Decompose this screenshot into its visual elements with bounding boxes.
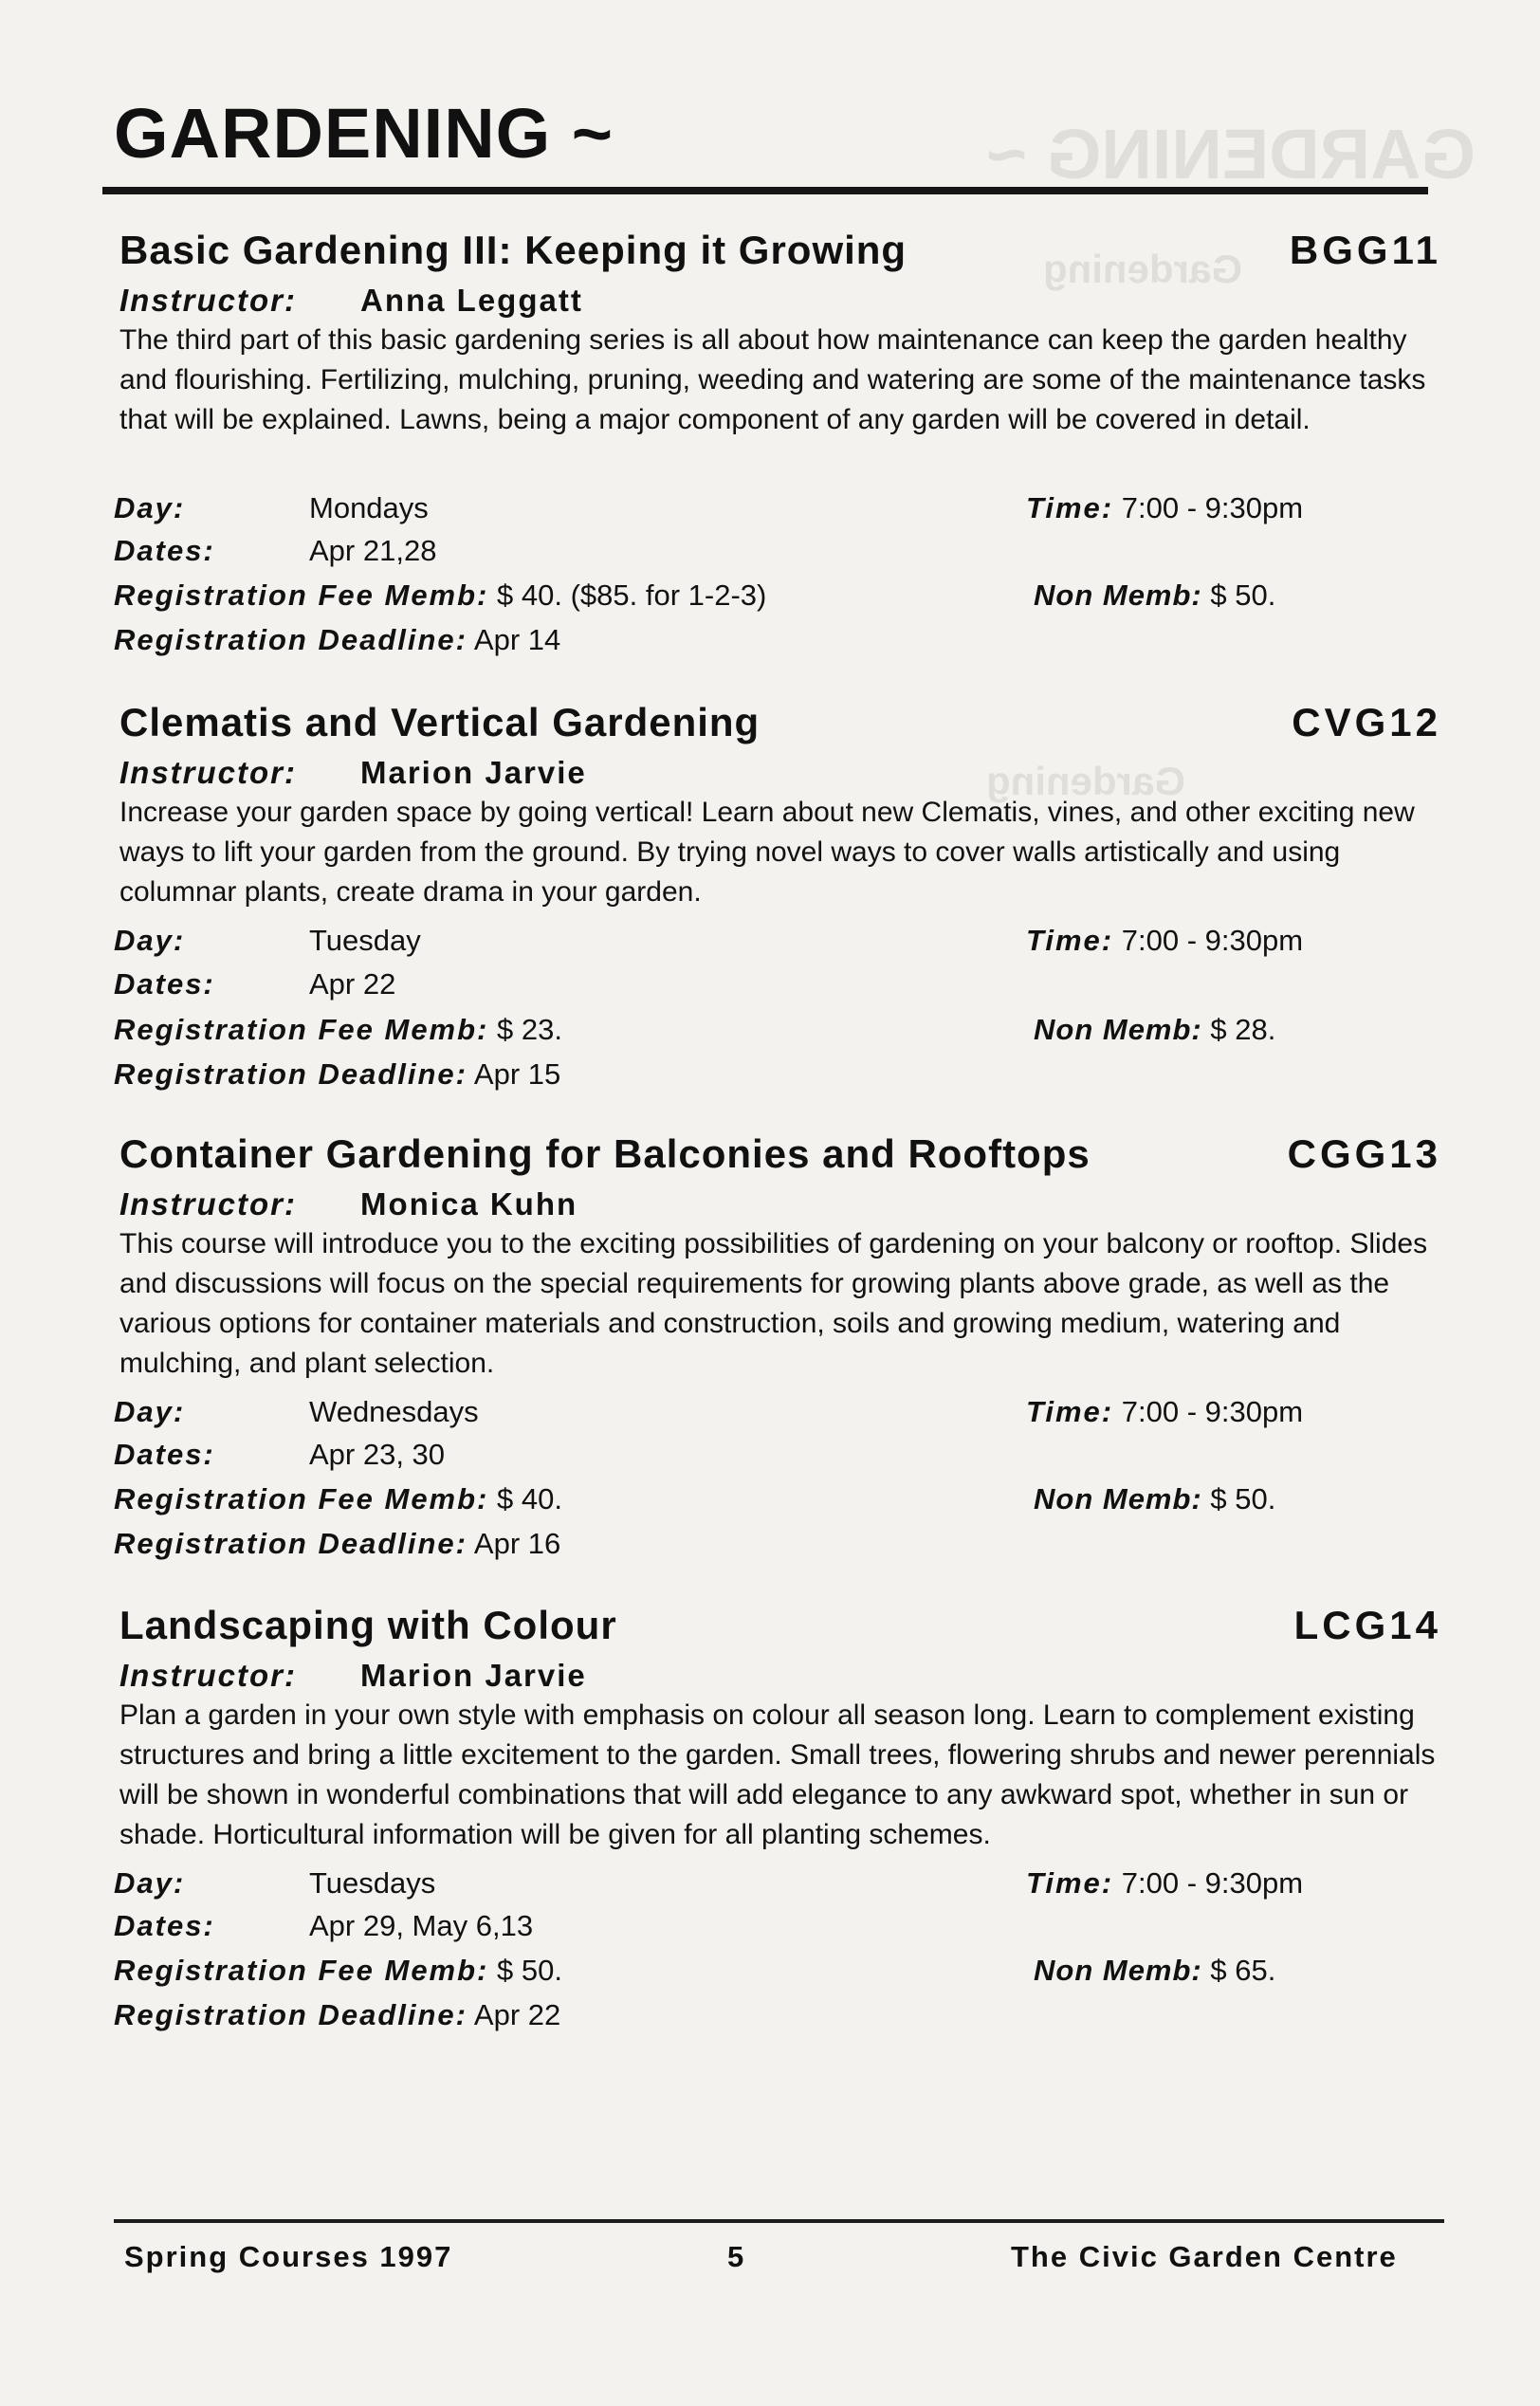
time-value: 7:00 - 9:30pm (1121, 924, 1304, 957)
course-code: CGG13 (1287, 1131, 1441, 1176)
fee-memb-value: $ 40. ($85. for 1-2-3) (497, 579, 767, 612)
course-description: Plan a garden in your own style with emphasis on colour all season long. Learn to complement existing structures and bring a little excitement to the garden. Small trees, flowering shrubs and newer perennials will be shown in wonderful combinations that will add elegance to any awkward spot, whether in sun or shade. Horticultural information will be given for all planting schemes. (119, 1699, 1436, 1850)
time-value: 7:00 - 9:30pm (1121, 491, 1304, 524)
dates-value: Apr 23, 30 (309, 1438, 446, 1471)
page-title: GARDENING ~ (114, 94, 614, 173)
instructor-label: Instructor: (119, 1186, 297, 1221)
day-value: Mondays (309, 491, 429, 524)
day-value: Tuesday (309, 924, 421, 957)
instructor-line (119, 755, 587, 791)
instructor-line (119, 283, 583, 319)
course-code: BGG11 (1289, 228, 1441, 272)
fee-label: Registration Fee Memb: (114, 1482, 489, 1515)
instructor-label: Instructor: (119, 755, 297, 790)
deadline-row (114, 623, 560, 657)
fee-non-memb-value: $ 28. (1210, 1013, 1276, 1046)
page-number: 5 (727, 2240, 746, 2273)
instructor-label: Instructor: (119, 1658, 297, 1693)
day-label: Day: (114, 1866, 186, 1900)
time-label: Time: (1026, 1866, 1114, 1900)
deadline-label: Registration Deadline: (114, 1527, 468, 1560)
dates-row (114, 1438, 445, 1472)
course-description: The third part of this basic gardening series is all about how maintenance can keep the garden healthy and flourishing. Fertilizing, mulching, pruning, weeding and watering are some of the maintenance tasks that will be explained. Lawns, being a major component of any garden will be covered in detail. (119, 324, 1426, 435)
fee-row (114, 1013, 562, 1047)
time-label: Time: (1026, 1395, 1114, 1428)
deadline-label: Registration Deadline: (114, 1998, 468, 2031)
deadline-label: Registration Deadline: (114, 623, 468, 656)
footer-rule (114, 2219, 1444, 2223)
fee-memb-value: $ 50. (497, 1954, 562, 1987)
fee-memb-value: $ 23. (497, 1013, 562, 1046)
fee-memb-value: $ 40. (497, 1482, 562, 1515)
time-label: Time: (1026, 491, 1114, 524)
non-memb-label: Non Memb: (1034, 1013, 1202, 1046)
dates-value: Apr 21,28 (309, 534, 437, 567)
course-code: LCG14 (1293, 1603, 1441, 1647)
non-memb-row (1034, 1482, 1275, 1516)
time-row (1026, 1395, 1303, 1429)
time-value: 7:00 - 9:30pm (1121, 1866, 1304, 1900)
deadline-row (114, 1998, 560, 2032)
dates-row (114, 1909, 533, 1943)
course-title: Basic Gardening III: Keeping it Growing (119, 228, 908, 272)
course-title: Landscaping with Colour (119, 1603, 617, 1647)
dates-label: Dates: (114, 534, 215, 567)
footer-left: Spring Courses 1997 (124, 2240, 453, 2273)
fee-non-memb-value: $ 50. (1210, 1482, 1276, 1515)
day-row (114, 924, 421, 958)
time-row (1026, 924, 1303, 958)
day-value: Tuesdays (309, 1866, 436, 1900)
dates-label: Dates: (114, 1438, 215, 1471)
fee-label: Registration Fee Memb: (114, 1013, 489, 1046)
instructor-name: Monica Kuhn (360, 1186, 578, 1221)
fee-label: Registration Fee Memb: (114, 579, 489, 612)
day-label: Day: (114, 1395, 186, 1428)
deadline-value: Apr 14 (473, 623, 561, 656)
show-through-background: GARDENING ~ Gardening Gardening (986, 115, 1476, 803)
non-memb-row (1034, 579, 1275, 613)
deadline-value: Apr 16 (473, 1527, 561, 1560)
day-row (114, 491, 429, 525)
instructor-name: Marion Jarvie (360, 1658, 587, 1693)
fee-label: Registration Fee Memb: (114, 1954, 489, 1987)
header-rule (102, 187, 1428, 194)
dates-row (114, 534, 436, 568)
deadline-row (114, 1527, 560, 1561)
day-label: Day: (114, 924, 186, 957)
dates-row (114, 967, 395, 1001)
deadline-label: Registration Deadline: (114, 1057, 468, 1091)
deadline-value: Apr 15 (473, 1057, 561, 1091)
time-value: 7:00 - 9:30pm (1121, 1395, 1304, 1428)
course-description: Increase your garden space by going vertical! Learn about new Clematis, vines, and other exciting new ways to lift your garden from the ground. By trying novel ways to cover walls artistically and using columnar plants, create drama in your garden. (119, 797, 1415, 908)
non-memb-row (1034, 1954, 1275, 1988)
non-memb-label: Non Memb: (1034, 1954, 1202, 1987)
non-memb-row (1034, 1013, 1275, 1047)
time-label: Time: (1026, 924, 1114, 957)
dates-value: Apr 29, May 6,13 (309, 1909, 534, 1942)
day-row (114, 1866, 435, 1901)
deadline-row (114, 1057, 560, 1092)
instructor-label: Instructor: (119, 283, 297, 318)
course-title: Clematis and Vertical Gardening (119, 700, 761, 744)
instructor-name: Marion Jarvie (360, 755, 587, 790)
dates-value: Apr 22 (309, 967, 396, 1001)
dates-label: Dates: (114, 967, 215, 1001)
deadline-value: Apr 22 (473, 1998, 561, 2031)
footer-right: The Civic Garden Centre (1011, 2240, 1398, 2273)
course-code: CVG12 (1292, 700, 1441, 744)
non-memb-label: Non Memb: (1034, 1482, 1202, 1515)
day-label: Day: (114, 491, 186, 524)
non-memb-label: Non Memb: (1034, 579, 1202, 612)
dates-label: Dates: (114, 1909, 215, 1942)
instructor-name: Anna Leggatt (360, 283, 583, 318)
fee-row (114, 1482, 562, 1516)
course-title: Container Gardening for Balconies and Rooftops (119, 1131, 1091, 1176)
course-description: This course will introduce you to the exciting possibilities of gardening on your balcony or rooftop. Slides and discussions will focus on the special requirements for growing plants above grade, as well as the various options for container materials and construction, soils and growing medium, watering and mulching, and plant selection. (119, 1228, 1428, 1379)
day-row (114, 1395, 479, 1429)
fee-non-memb-value: $ 65. (1210, 1954, 1276, 1987)
instructor-line (119, 1658, 587, 1694)
fee-row (114, 1954, 562, 1988)
fee-non-memb-value: $ 50. (1210, 579, 1276, 612)
instructor-line (119, 1186, 578, 1222)
day-value: Wednesdays (309, 1395, 479, 1428)
time-row (1026, 1866, 1303, 1901)
time-row (1026, 491, 1303, 525)
fee-row (114, 579, 766, 613)
